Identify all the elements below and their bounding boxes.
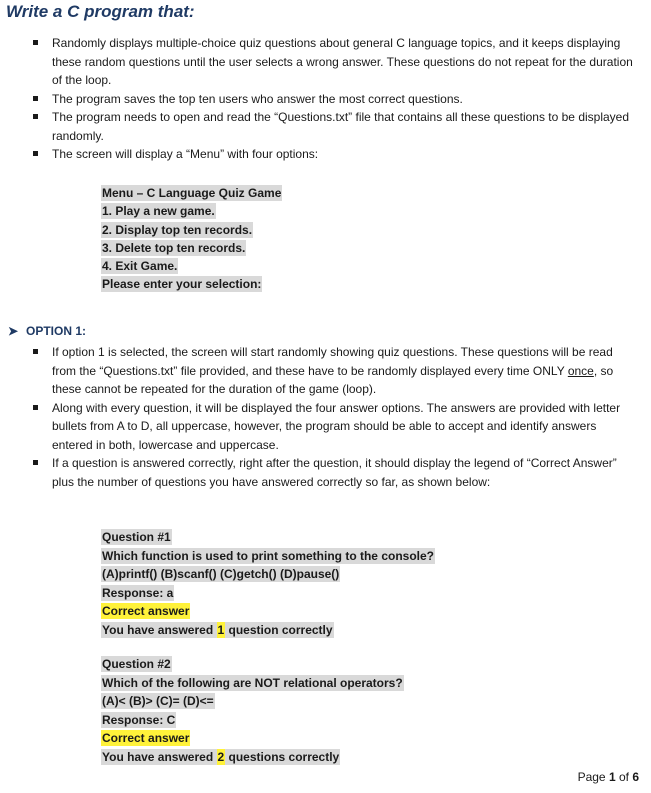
bullet-text: The screen will display a “Menu” with four options:	[52, 147, 319, 161]
bullet-square-icon	[33, 405, 38, 410]
menu-option-4: 4. Exit Game.	[102, 259, 178, 274]
score-line: You have answered 1 question correctly	[102, 622, 333, 637]
bullet-text: The program saves the top ten users who answer the most correct questions.	[52, 91, 463, 106]
bullet-text: Along with every question, it will be displayed the four answer options. The answers are provided with letter bullets from A to D, all uppercase, however, the program should be able to accept and identify answers entered in both, lowercase and uppercase.	[52, 400, 621, 452]
question-label: Question #2	[102, 657, 171, 671]
menu-example-block	[101, 184, 282, 294]
correct-answer-label: Correct answer	[102, 731, 190, 746]
menu-title: Menu – C Language Quiz Game	[102, 186, 282, 200]
page-number-footer: Page 1 of 6	[577, 770, 639, 784]
menu-option-2: 2. Display top ten records.	[102, 222, 253, 237]
question-options: (A)printf() (B)scanf() (C)getch() (D)pause()	[102, 567, 340, 582]
response-line: Response: C	[102, 712, 176, 727]
question-2-example	[101, 655, 404, 767]
bullet-text: Randomly displays multiple-choice quiz questions about general C language topics, and it keeps displaying these random questions until the user selects a wrong answer. These questions do not repeat for the duration of the loop.	[52, 36, 633, 87]
bullet-item	[0, 34, 651, 90]
bullet-square-icon	[33, 114, 38, 119]
option1-heading-text: OPTION 1:	[26, 324, 87, 338]
underlined-word: once	[567, 363, 594, 378]
option1-bullet-list	[0, 343, 651, 491]
bullet-text: If option 1 is selected, the screen will start randomly showing quiz questions. These questions will be read from the “Questions.txt” file provided, and these have to be randomly displayed every time ONLY once, so these cannot be repeated for the duration of the game (loop).	[52, 345, 614, 396]
bullet-text: If a question is answered correctly, right after the question, it should display the legend of “Correct Answer” plus the number of questions you have answered correctly so far, as shown below:	[52, 456, 617, 489]
bullet-square-icon	[33, 349, 38, 354]
bullet-square-icon	[33, 40, 38, 45]
bullet-item	[0, 90, 651, 109]
score-count: 1	[217, 622, 225, 637]
question-1-example	[101, 528, 435, 640]
bullet-text: The program needs to open and read the “Questions.txt” file that contains all these questions to be displayed randomly.	[52, 110, 630, 143]
arrow-bullet-icon: ➤	[8, 324, 19, 338]
intro-bullet-list	[0, 34, 651, 164]
score-count: 2	[217, 749, 225, 764]
document-title: Write a C program that:	[6, 2, 195, 21]
correct-answer-label: Correct answer	[102, 604, 190, 619]
bullet-item	[0, 343, 651, 399]
bullet-item	[0, 399, 651, 455]
question-label: Question #1	[102, 530, 171, 544]
menu-prompt: Please enter your selection:	[102, 277, 262, 292]
question-options: (A)< (B)> (C)= (D)<=	[102, 694, 214, 709]
score-line: You have answered 2 questions correctly	[102, 749, 340, 764]
bullet-square-icon	[33, 96, 38, 101]
response-line: Response: a	[102, 585, 174, 600]
bullet-square-icon	[33, 151, 38, 156]
question-text: Which of the following are NOT relational operators?	[102, 675, 403, 690]
menu-option-3: 3. Delete top ten records.	[102, 240, 246, 255]
question-text: Which function is used to print something to the console?	[102, 548, 434, 563]
option1-heading	[8, 324, 86, 338]
bullet-item	[0, 145, 651, 164]
bullet-item	[0, 454, 651, 491]
bullet-item	[0, 108, 651, 145]
bullet-square-icon	[33, 460, 38, 465]
menu-option-1: 1. Play a new game.	[102, 204, 215, 219]
